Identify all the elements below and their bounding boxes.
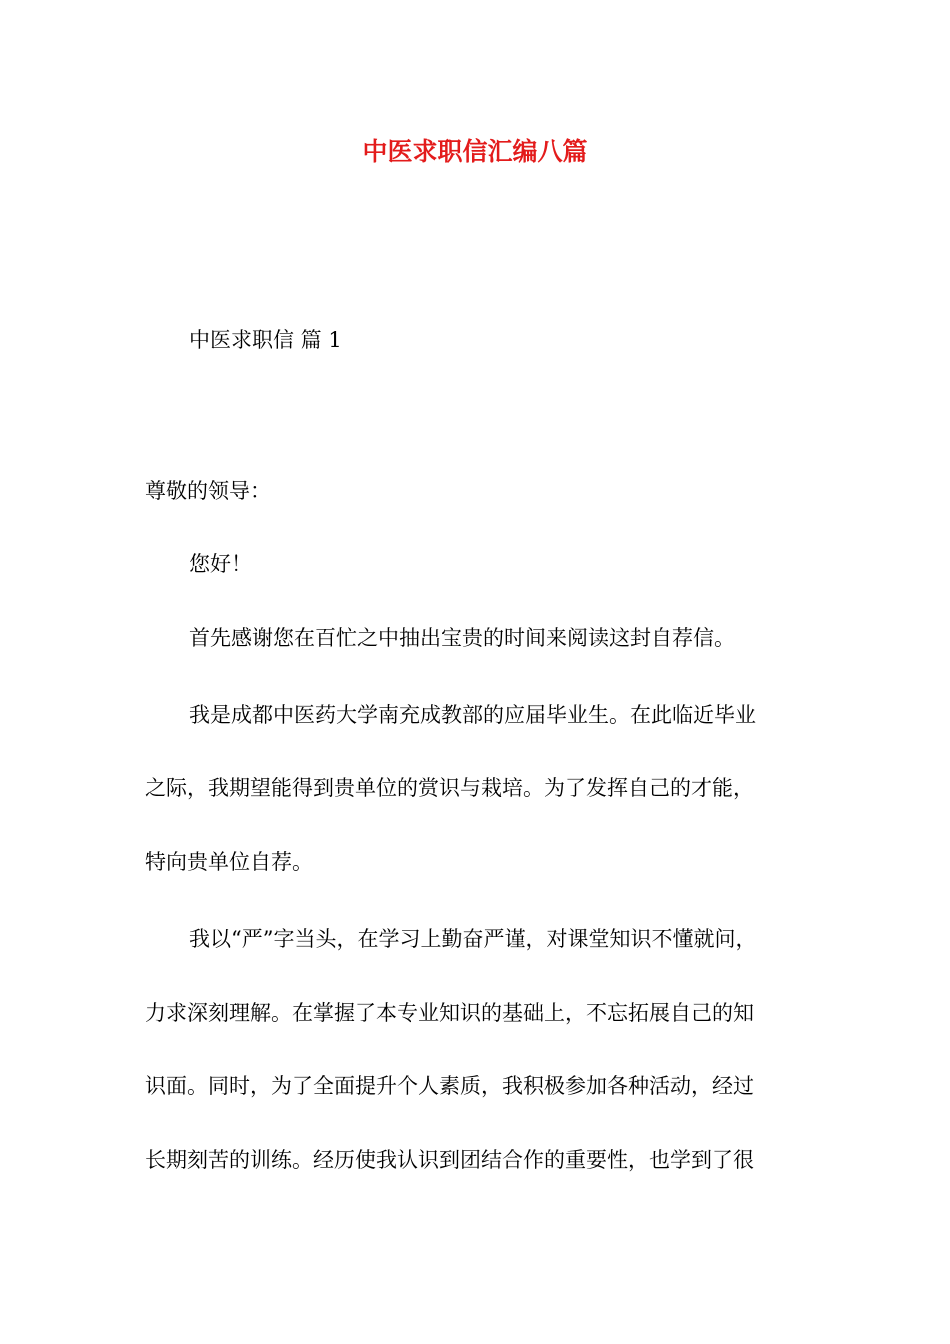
paragraph-line: 识面。同时，为了全面提升个人素质，我积极参加各种活动，经过 — [145, 1074, 754, 1098]
section-heading: 中医求职信 篇 1 — [189, 328, 342, 352]
salutation: 尊敬的领导： — [145, 479, 271, 503]
paragraph-line: 力求深刻理解。在掌握了本专业知识的基础上，不忘拓展自己的知 — [145, 1001, 754, 1025]
paragraph-line: 我是成都中医药大学南充成教部的应届毕业生。在此临近毕业 — [189, 703, 756, 727]
document-title: 中医求职信汇编八篇 — [362, 137, 588, 166]
paragraph-line: 首先感谢您在百忙之中抽出宝贵的时间来阅读这封自荐信。 — [189, 626, 735, 650]
greeting: 您好！ — [189, 552, 252, 576]
paragraph-line: 长期刻苦的训练。经历使我认识到团结合作的重要性，也学到了很 — [145, 1148, 754, 1172]
paragraph-line: 特向贵单位自荐。 — [145, 850, 313, 874]
paragraph-line: 之际，我期望能得到贵单位的赏识与栽培。为了发挥自己的才能， — [145, 776, 754, 800]
paragraph-line: 我以“严”字当头，在学习上勤奋严谨，对课堂知识不懂就问， — [189, 927, 757, 951]
